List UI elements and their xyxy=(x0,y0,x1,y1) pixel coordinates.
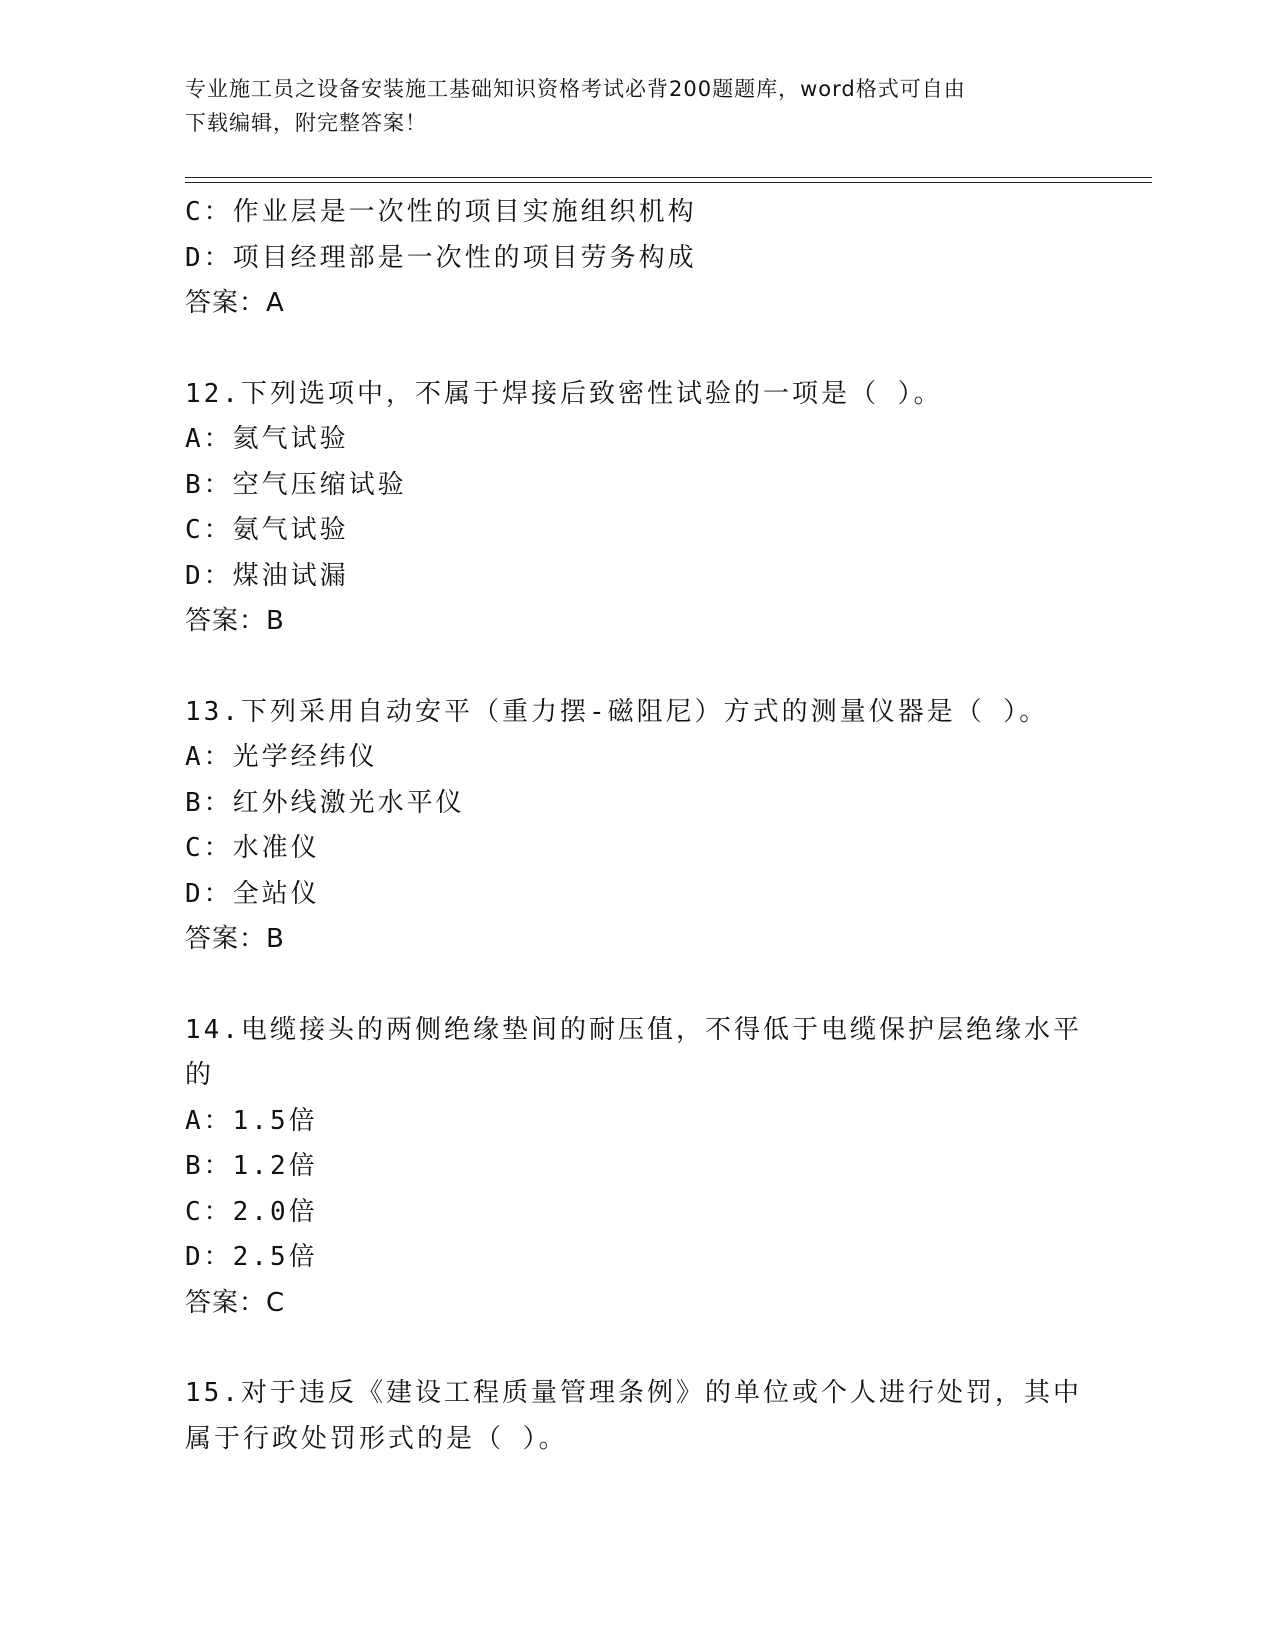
prev-option-d: D：项目经理部是一次性的项目劳务构成 xyxy=(185,242,697,273)
header-line-1: 专业施工员之设备安装施工基础知识资格考试必背200题题库，word格式可自由 xyxy=(185,77,966,101)
q13-option-d: D：全站仪 xyxy=(185,878,320,909)
q14-option-d: D：2.5倍 xyxy=(185,1242,318,1272)
q14-option-a: A：1.5倍 xyxy=(185,1105,318,1136)
q12-title: 12.下列选项中，不属于焊接后致密性试验的一项是（ ）。 xyxy=(185,378,943,409)
q14-title-line-1: 14.电缆接头的两侧绝缘垫间的耐压值，不得低于电缆保护层绝缘水平 xyxy=(185,1014,1082,1045)
q14-option-b: B：1.2倍 xyxy=(185,1151,318,1181)
prev-answer: 答案：A xyxy=(185,288,285,318)
q12-option-d: D：煤油试漏 xyxy=(185,560,349,591)
question-list xyxy=(185,190,1085,1462)
q13-answer: 答案：B xyxy=(185,924,285,954)
q14-option-c: C：2.0倍 xyxy=(185,1196,318,1227)
q12-answer: 答案：B xyxy=(185,606,285,636)
header-rule-bottom xyxy=(185,182,1152,183)
q12-option-a: A：氦气试验 xyxy=(185,424,349,454)
q12-option-c: C：氨气试验 xyxy=(185,515,349,545)
q13-option-b: B：红外线激光水平仪 xyxy=(185,787,465,818)
q13-title: 13.下列采用自动安平（重力摆-磁阻尼）方式的测量仪器是（ ）。 xyxy=(185,696,1049,727)
prev-option-c: C：作业层是一次性的项目实施组织机构 xyxy=(185,197,697,227)
header-line-2: 下载编辑，附完整答案！ xyxy=(185,111,427,135)
q12-option-b: B：空气压缩试验 xyxy=(185,469,407,500)
header-rule-top xyxy=(185,177,1152,178)
q14-title-line-2: 的 xyxy=(185,1060,215,1090)
document-header xyxy=(185,72,1085,140)
q15-title-line-1: 15.对于违反《建设工程质量管理条例》的单位或个人进行处罚，其中 xyxy=(185,1378,1082,1408)
q13-option-a: A：光学经纬仪 xyxy=(185,742,378,772)
q15-title-line-2: 属于行政处罚形式的是（ ）。 xyxy=(185,1423,568,1454)
q13-option-c: C：水准仪 xyxy=(185,833,320,863)
q14-answer: 答案：C xyxy=(185,1287,286,1318)
